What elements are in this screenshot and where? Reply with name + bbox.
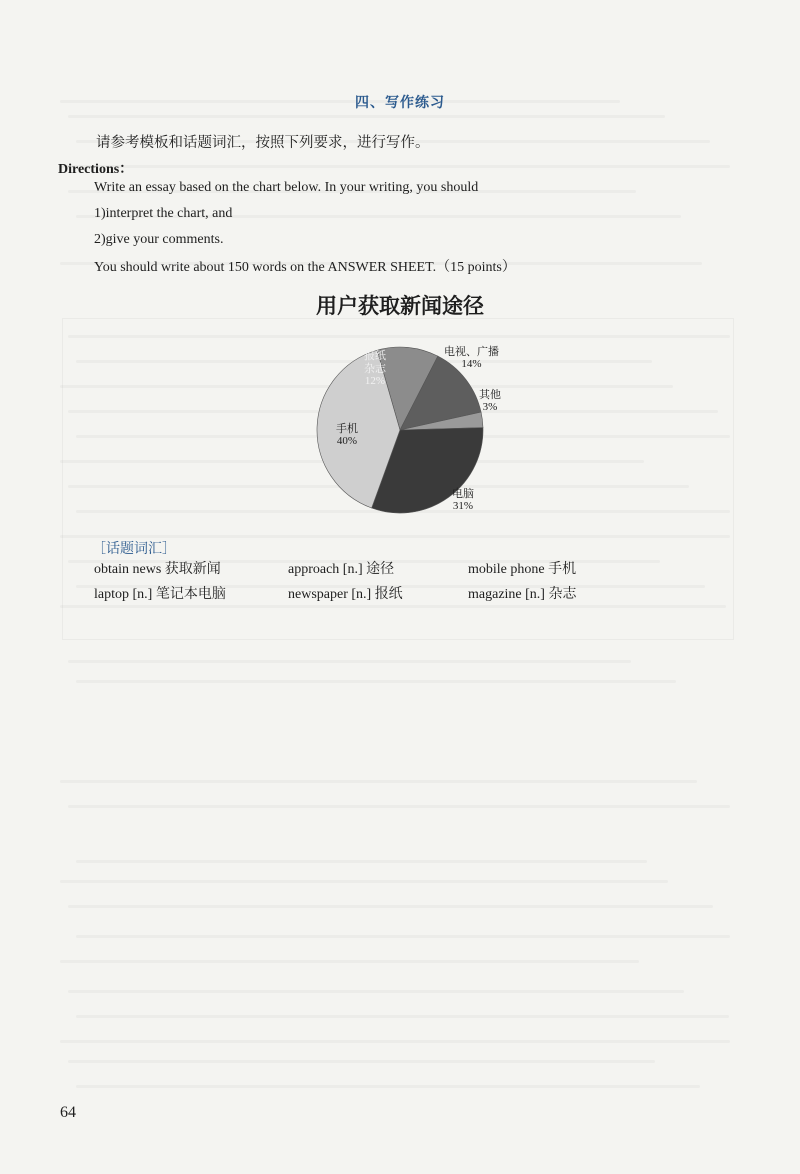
slice-name: 手机: [336, 422, 358, 435]
slice-label-other: [479, 388, 501, 414]
vocab-item: mobile phone 手机: [468, 561, 577, 577]
slice-value: 12%: [364, 375, 386, 387]
vocab-item: laptop [n.] 笔记本电脑: [94, 586, 226, 602]
directions-line: 2)give your comments.: [94, 232, 224, 247]
bleed-through-line: [68, 805, 730, 808]
bleed-through-line: [68, 115, 665, 118]
bleed-through-line: [76, 680, 676, 683]
bleed-through-line: [60, 880, 668, 883]
slice-label-tv: [444, 345, 499, 371]
directions-line: You should write about 150 words on the ANSWER SHEET.（15 points）: [94, 260, 516, 275]
slice-label-newspaper: [364, 349, 386, 388]
bleed-through-line: [60, 960, 639, 963]
bleed-through-line: [68, 990, 684, 993]
directions-line: 1)interpret the chart, and: [94, 206, 233, 221]
bleed-through-line: [60, 1040, 730, 1043]
chart-title: 用户获取新闻途径: [316, 293, 484, 318]
slice-name: 电视、广播: [444, 345, 499, 358]
slice-label-computer: [452, 487, 474, 513]
bleed-through-line: [68, 660, 631, 663]
section-title: 四、写作练习: [355, 95, 445, 111]
slice-label-mobile: [336, 422, 358, 448]
bleed-through-line: [76, 860, 647, 863]
slice-value: 40%: [336, 435, 358, 447]
slice-value: 3%: [482, 401, 498, 413]
bleed-through-line: [60, 780, 697, 783]
bleed-through-line: [60, 165, 730, 168]
directions-line: Write an essay based on the chart below. In your writing, you should: [94, 180, 479, 195]
vocab-title: ［话题词汇］: [92, 541, 176, 557]
bleed-through-line: [68, 905, 713, 908]
slice-name-line: 杂志: [364, 362, 386, 375]
slice-name: 其他: [479, 388, 501, 401]
vocab-item: approach [n.] 途径: [288, 561, 395, 577]
slice-name-line: 报纸: [364, 349, 386, 362]
slice-value: 31%: [452, 500, 474, 512]
page-number: 64: [60, 1104, 76, 1121]
instruction-text: 请参考模板和话题词汇，按照下列要求，进行写作。: [96, 135, 430, 151]
bleed-through-line: [76, 1015, 729, 1018]
slice-value: 14%: [461, 358, 482, 370]
directions-label: Directions：: [58, 162, 134, 177]
vocab-item: magazine [n.] 杂志: [468, 586, 577, 602]
bleed-through-line: [68, 1060, 655, 1063]
vocab-item: obtain news 获取新闻: [94, 561, 221, 577]
vocab-item: newspaper [n.] 报纸: [288, 586, 403, 602]
bleed-through-line: [76, 935, 730, 938]
bleed-through-line: [76, 1085, 700, 1088]
slice-name: 电脑: [452, 487, 474, 500]
